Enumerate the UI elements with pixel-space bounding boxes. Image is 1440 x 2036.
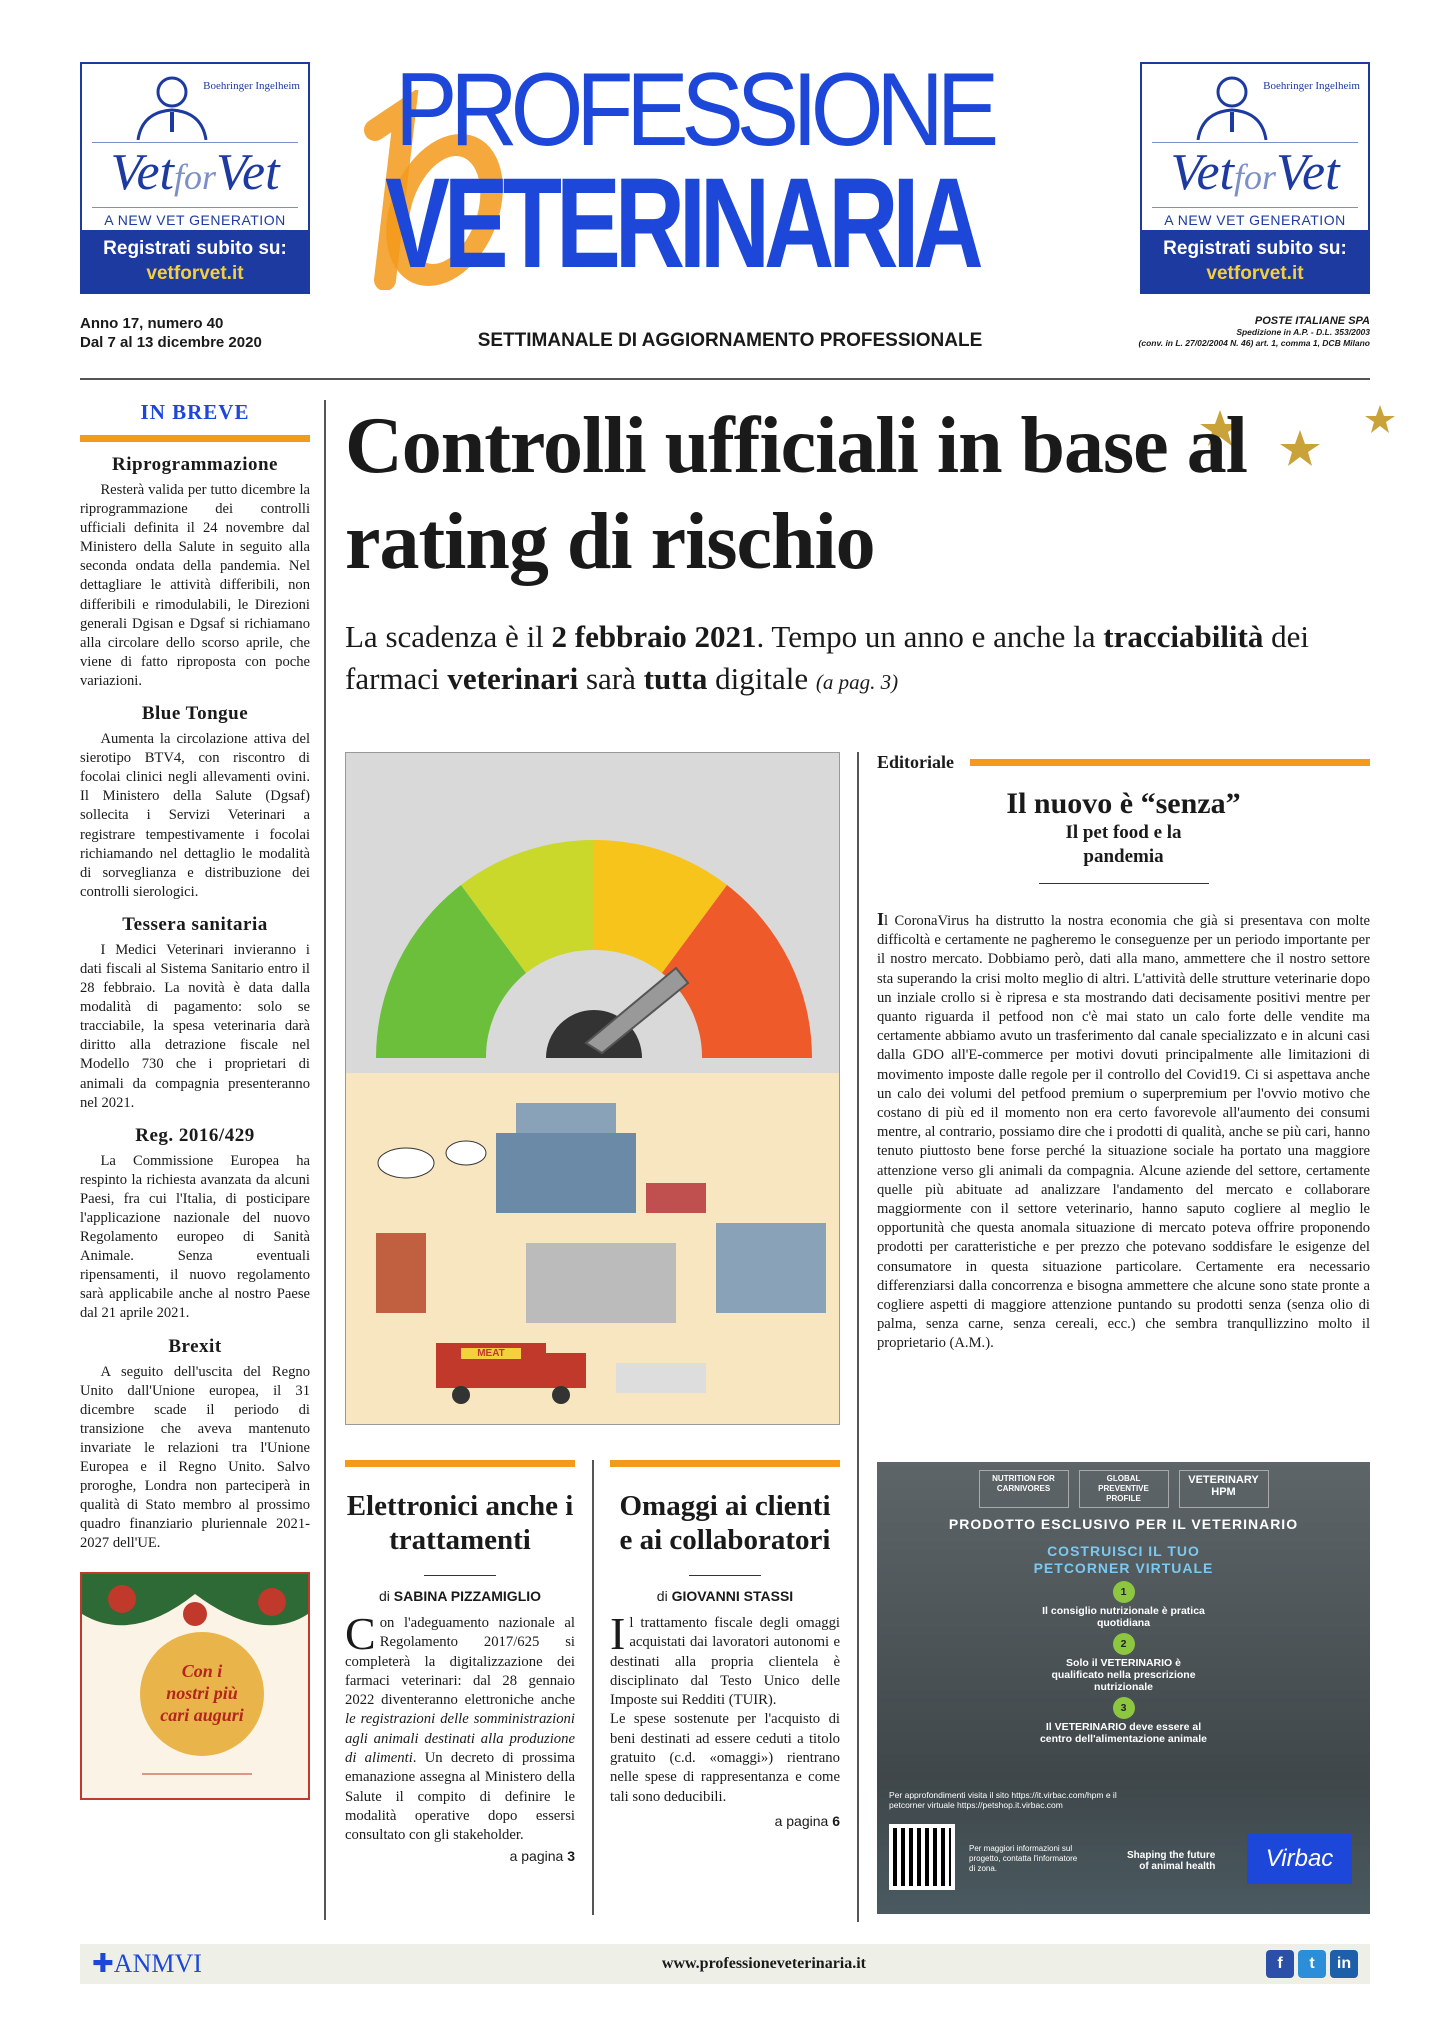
footer-bar [80, 1944, 1370, 1984]
ad-info: Per approfondimenti visita il sito https://it.virbac.com/hpm e il petcorner virtuale https://petshop.it.virbac.com [889, 1790, 1117, 1810]
editorial-body: Il CoronaVirus ha distrutto la nostra economia che già si presentava con molte difficoltà e certamente ne pagheremo le conseguenze per un periodo importante per il nostro mercato. Dobbiamo però, dati alla mano, ammettere che il nostro settore sta superando la crisi molto meglio di altri. L'attività delle strutture veterinarie dopo un inziale crollo si è ripresa e sta mostrando dati decisamente positivi mentre per quanto riguarda il petfood non c'è mai stato un calo forte delle vendite ma certamente abbiamo avuto un trasferimento dal canale specializzato e in alcuni casi dalla GDO all'E-commerce per motivi dovuti principalmente alle limitazioni di movimento imposte dalle regole per il controllo del Covid19. Ci si aspettava anche un calo dei volumi del petfood premium o superpremium per l'ovvio motivo che costano di più ed il momento non era certo favorevole all'aumento dei consumi mentre, al contrario, possiamo dire che i prodotti di qualità, anche se più cari, hanno tenuto piuttosto bene forse perché la situazione sociale ha portato una maggiore attenzione verso gli animali da compagnia. Alcune aziende del settore, certamente quelle più abituate ad analizzare l'andamento del mercato e collaborare maggiormente con il settore veterinario, hanno saputo cogliere al meglio le opportunità che questa anomala situazione di mercato poteva offrire proponendo prodotti per caratteristiche e per prezzo che potevano soddisfare le esigenze del consumatore in questa situazione particolare. Certamente era necessario differenziarsi dalla concorrenza e bisogna ammettere che alcune sono state pronte a cogliere aspetti di maggiore attenzione puntando su prodotti senza (senza olio di palma, senza carne, senza cereali, ecc.) che sembra tranqullizzino molto il proprietario (A.M.). [877, 909, 1370, 1352]
article-body: Le spese sostenute per l'acquisto di beni destinati ad essere ceduti a titolo gratuito (c.d. «omaggi») rientrano nelle spese di rappresentanza e come tali sono deducibili. [610, 1711, 840, 1805]
gauge-and-food-chain-icon [346, 753, 840, 1425]
ad-slogan: Shaping the future of animal health [1127, 1850, 1216, 1872]
vetforvet-ad-left[interactable] [80, 62, 310, 294]
editorial-subtitle: Il pet food e la pandemia [1065, 822, 1182, 867]
in-breve-title: IN BREVE [140, 400, 250, 424]
virbac-hpm-ad[interactable] [877, 1462, 1370, 1914]
masthead-title-top: PROFESSIONE [395, 52, 992, 168]
brief-item: Riprogrammazione Resterà valida per tutto dicembre la riprogrammazione dei controlli ufficiali definita il 24 novembre dal Ministero della Salute in seguito alla seconda ondata della pandemia. Nel dettagliare le attività differibili, non differibili e rimodulabili, le Direzioni generali Dgisan e Dgsaf si richiamano alla circolare dello scorso aprile, che viene di fatto riproposta con poche variazioni. [80, 454, 310, 689]
column-divider [857, 752, 859, 1922]
risk-rating-illustration [345, 752, 840, 1425]
tagline: A NEW VET GENERATION [1164, 212, 1346, 228]
divider [1039, 883, 1209, 884]
orange-rule [970, 759, 1370, 766]
issue-info: Anno 17, numero 40 Dal 7 al 13 dicembre 2020 [80, 315, 262, 351]
ad-cta: COSTRUISCI IL TUO PETCORNER VIRTUALE [1033, 1543, 1214, 1576]
column-divider [592, 1460, 594, 1915]
vetforvet-ad-right[interactable] [1140, 62, 1370, 294]
divider [424, 1575, 496, 1576]
headline-block [345, 398, 1385, 703]
orange-rule [345, 1460, 575, 1467]
ad-headline: PRODOTTO ESCLUSIVO PER IL VETERINARIO [948, 1516, 1299, 1532]
orange-rule [610, 1460, 840, 1467]
headline-subtitle: La scadenza è il 2 febbraio 2021. Tempo un anno e anche la tracciabilità dei farmaci veterinari sarà tutta digitale (a pag. 3) [345, 619, 1309, 696]
postal-info: POSTE ITALIANE SPA Spedizione in A.P. - D.L. 353/2003 (conv. in L. 27/02/2004 N. 46) art. 1, comma 1, DCB Milano [1138, 315, 1370, 348]
register-cta[interactable]: Registrati subito su: vetforvet.it [82, 230, 308, 292]
brief-item: Reg. 2016/429 La Commissione Europea ha respinto la richiesta avanzata da alcuni Paesi, fra cui l'Italia, di posticipare l'applicazione nazionale del nuovo Regolamento europeo di Sanità Animale. Senza eventuali ripensamenti, il nuovo regolamento sarà applicabile anche al nostro Paese dal 21 aprile 2021. [80, 1124, 310, 1322]
greeting-card [80, 1572, 310, 1800]
masthead-subtitle: SETTIMANALE DI AGGIORNAMENTO PROFESSIONALE [477, 330, 983, 351]
vet-figure-icon [132, 72, 212, 140]
qr-code-icon[interactable] [889, 1824, 955, 1890]
byline: di SABINA PIZZAMIGLIO [378, 1588, 542, 1604]
ad-steps: 1 Il consiglio nutrizionale è pratica quotidiana 2 Solo il VETERINARIO è qualificato nella prescrizione nutrizionale 3 Il VETERINARIO deve essere al centro dell'alimentazione animale [1039, 1581, 1209, 1745]
website-link[interactable]: www.professioneveterinaria.it [661, 1955, 867, 1972]
article-title: Omaggi ai clienti e ai collaboratori [619, 1490, 831, 1556]
masthead-title-bottom: VETERINARIA [385, 152, 978, 295]
page-reference[interactable]: (a pag. 3) [815, 670, 899, 694]
article-elettronici[interactable] [345, 1460, 575, 1864]
byline: di GIOVANNI STASSI [656, 1588, 794, 1604]
masthead [345, 52, 1115, 300]
tagline: A NEW VET GENERATION [104, 212, 286, 228]
column-divider [324, 400, 326, 1920]
twitter-icon[interactable]: t [1298, 1950, 1326, 1978]
header-divider [80, 378, 1370, 380]
article-title: Elettronici anche i trattamenti [346, 1490, 574, 1556]
editorial-title: Il nuovo è “senza” [1006, 787, 1241, 820]
brief-item: Tessera sanitaria I Medici Veterinari invieranno i dati fiscali al Sistema Sanitario entro il 28 febbraio. La novità è data dalla modalità di pagamento: solo se tracciabile, la spesa veterinaria darà diritto alla detrazione fiscale nel Modello 730 che i proprietari di animali da compagnia presenteranno nel 2021. [80, 913, 310, 1111]
orange-rule [80, 435, 310, 442]
editorial-label: Editoriale [877, 752, 954, 772]
virbac-logo: Virbac [1247, 1834, 1352, 1884]
article-omaggi[interactable] [610, 1460, 840, 1829]
article-body: Con l'adeguamento nazionale al Regolamento 2017/625 si completerà la digitalizzazione dei farmaci veterinari: dal 28 gennaio 2022 diventeranno elettroniche anche le registrazioni delle somministrazioni agli animali destinati alla produzione di alimenti. Un decreto di prossima emanazione assegna al Ministero della Salute il compito di definire le modalità operative dopo essersi consultato con gli stakeholder. [345, 1608, 575, 1844]
anmvi-logo: ✚ANMVI [92, 1949, 202, 1978]
brief-item: Brexit A seguito dell'uscita del Regno Unito dall'Unione europea, il 31 dicembre scade il periodo di transizione che aveva mantenuto invariate le relazioni tra l'Unione Europea e il Regno Unito. Salvo proroghe, Londra non parteciperà in qualità di Stato membro al prossimo quadro finanziario pluriennale 2021-2027 dell'UE. [80, 1335, 310, 1552]
greeting-text: Con i nostri più cari auguri [160, 1660, 244, 1725]
main-headline: Controlli ufficiali in base al rating di rischio [345, 402, 1247, 586]
page-link[interactable]: a pagina 3 [509, 1847, 575, 1864]
vet-figure-icon [1192, 72, 1272, 140]
linkedin-icon[interactable]: in [1330, 1950, 1358, 1978]
editorial [877, 752, 1370, 1354]
boehringer-logo: Boehringer Ingelheim [1263, 80, 1360, 92]
vetforvet-logo: VetforVet [1152, 142, 1358, 208]
ad-contact: Per maggiori informazioni sul progetto, contatta l'informatore di zona. [969, 1844, 1078, 1873]
article-body: Il trattamento fiscale degli omaggi acquistati dai lavoratori autonomi e destinati alla propria clientela è disciplinato dal Testo Unico delle Imposte sui Redditi (TUIR). [610, 1608, 840, 1709]
ad-logos: NUTRITION FOR CARNIVORES GLOBAL PREVENTIVE PROFILE VETERINARY HPM [877, 1462, 1370, 1508]
anmvi-cross-icon: ✚ [92, 1949, 114, 1978]
truck-label: MEAT [461, 1348, 521, 1359]
facebook-icon[interactable]: f [1266, 1950, 1294, 1978]
vetforvet-logo: VetforVet [92, 142, 298, 208]
boehringer-logo: Boehringer Ingelheim [203, 80, 300, 92]
brief-item: Blue Tongue Aumenta la circolazione attiva del sierotipo BTV4, con riscontro di focolai clinici negli allevamenti ovini. Il Ministero della Salute (Dgsaf) sollecita i Servizi Veterinari a registrare tempestivamente i focolai richiamando nel dettaglio le modalità di sorveglianza e distribuzione dei controlli sierologici. [80, 703, 310, 900]
in-breve-column [80, 400, 310, 1800]
page-link[interactable]: a pagina 6 [774, 1812, 840, 1829]
social-icons [1266, 1950, 1358, 1978]
divider [689, 1575, 761, 1576]
register-cta[interactable]: Registrati subito su: vetforvet.it [1142, 230, 1368, 292]
